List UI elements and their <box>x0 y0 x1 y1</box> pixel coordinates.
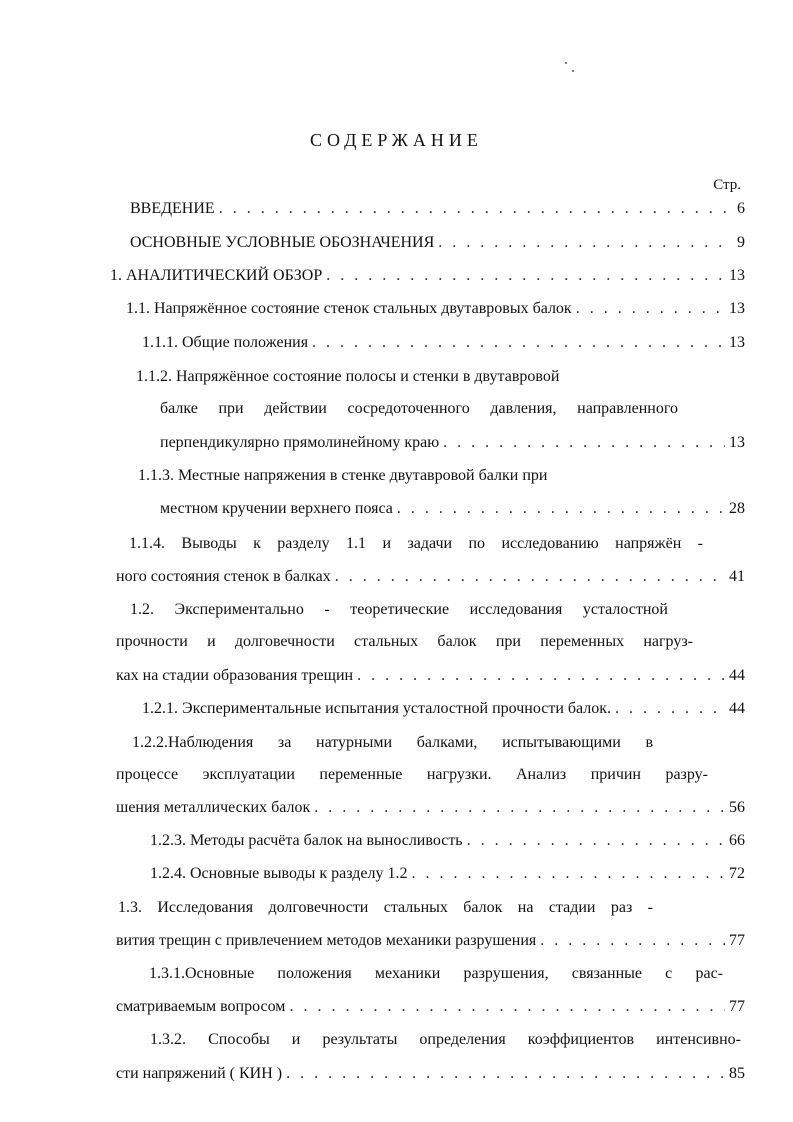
toc-entry <box>116 1064 745 1084</box>
toc-page-number: 44 <box>729 700 745 717</box>
toc-entry-text: сти напряжений ( КИН ) <box>116 1065 283 1082</box>
toc-page-number: 77 <box>729 998 745 1015</box>
toc-entry <box>132 733 653 753</box>
toc-entry <box>126 299 745 319</box>
scan-speck <box>565 62 567 64</box>
toc-entry-text: прочности и долговечности стальных балок при переменных нагруз- <box>116 633 693 650</box>
toc-entry <box>150 864 745 884</box>
toc-entry-text: вития трещин с привлечением методов механики разрушения <box>116 932 537 949</box>
toc-page-number: 9 <box>737 234 745 251</box>
dot-leader <box>289 997 725 1017</box>
toc-entry <box>160 399 678 419</box>
toc-entry <box>150 831 745 851</box>
toc-page-number: 44 <box>729 667 745 684</box>
toc-entry-text: ВВЕДЕНИЕ <box>130 200 215 217</box>
dot-leader <box>443 433 725 453</box>
toc-page-number: 13 <box>729 300 745 317</box>
toc-page-number: 13 <box>729 334 745 351</box>
toc-entry-text: 1.2.1. Экспериментальные испытания усталостной прочности балок. <box>142 700 612 717</box>
toc-page-number: 66 <box>729 832 745 849</box>
toc-entry-text: перпендикулярно прямолинейному краю <box>160 434 440 451</box>
toc-page-number: 41 <box>729 568 745 585</box>
toc-entry-text: 1.1. Напряжённое состояние стенок стальных двутавровых балок <box>126 300 572 317</box>
toc-entry-text: сматриваемым вопросом <box>116 998 286 1015</box>
toc-entry <box>116 765 708 785</box>
toc-entry-text: 1.2.4. Основные выводы к разделу 1.2 <box>150 865 408 882</box>
toc-page-number: 13 <box>729 434 745 451</box>
toc-entry <box>116 997 745 1017</box>
toc-entry <box>149 964 723 984</box>
toc-page-number: 28 <box>729 500 745 517</box>
toc-entry <box>150 1030 741 1050</box>
dot-leader <box>576 299 725 319</box>
toc-entry <box>142 699 745 719</box>
dot-leader <box>438 233 733 253</box>
dot-leader <box>397 499 725 519</box>
toc-entry <box>130 233 745 253</box>
toc-entry-text: 1. АНАЛИТИЧЕСКИЙ ОБЗОР <box>110 267 323 284</box>
dot-leader <box>326 266 725 286</box>
toc-entry-text: 1.3.2. Способы и результаты определения коэффициентов интенсивно- <box>150 1031 741 1048</box>
toc-page-number: 6 <box>737 200 745 217</box>
toc-entry <box>160 499 745 519</box>
dot-leader <box>219 199 733 219</box>
page-column-label: Стр. <box>713 177 741 193</box>
toc-entry <box>130 600 668 620</box>
dot-leader <box>314 798 725 818</box>
toc-entry-text: 1.2. Экспериментально - теоретические исследования усталостной <box>130 601 668 618</box>
toc-entry <box>138 466 643 486</box>
toc-page-number: 13 <box>729 267 745 284</box>
toc-entry-text: ках на стадии образования трещин <box>116 667 354 684</box>
toc-entry <box>116 931 745 951</box>
toc-entry <box>118 898 653 918</box>
page-title: СОДЕРЖАНИЕ <box>310 130 483 150</box>
toc-entry <box>129 534 703 554</box>
toc-page-number: 72 <box>729 865 745 882</box>
scan-speck <box>572 70 574 72</box>
toc-page-number: 56 <box>729 799 745 816</box>
toc-entry-text: процессе эксплуатации переменные нагрузки. Анализ причин разру- <box>116 766 708 783</box>
toc-entry-text: 1.2.3. Методы расчёта балок на выносливость <box>150 832 463 849</box>
toc-entry-text: ного состояния стенок в балках <box>116 568 331 585</box>
toc-entry <box>142 333 745 353</box>
toc-entry <box>160 433 745 453</box>
toc-entry-text: 1.3. Исследования долговечности стальных балок на стадии раз - <box>118 899 653 916</box>
toc-entry-text: 1.3.1.Основные положения механики разрушения, связанные с рас- <box>149 965 723 982</box>
toc-entry <box>116 567 745 587</box>
toc-entry <box>116 632 693 652</box>
dot-leader <box>412 864 726 884</box>
dot-leader <box>540 931 725 951</box>
toc-entry <box>116 798 745 818</box>
toc-entry-text: шения металлических балок <box>116 799 311 816</box>
toc-entry <box>116 666 745 686</box>
toc-entry-text: 1.1.1. Общие положения <box>142 334 309 351</box>
toc-entry-text: 1.1.2. Напряжённое состояние полосы и стенки в двутавровой <box>136 368 560 385</box>
toc-page-number: 85 <box>729 1065 745 1082</box>
dot-leader <box>467 831 725 851</box>
toc-entry-text: 1.1.4. Выводы к разделу 1.1 и задачи по исследованию напряжён - <box>129 535 703 552</box>
toc-entry-text: 1.1.3. Местные напряжения в стенке двутавровой балки при <box>138 467 548 484</box>
dot-leader <box>312 333 725 353</box>
toc-entry-text: 1.2.2.Наблюдения за натурными балками, испытывающими в <box>132 734 653 751</box>
toc-page-number: 77 <box>729 932 745 949</box>
dot-leader <box>615 699 725 719</box>
toc-entry <box>136 367 683 387</box>
dot-leader <box>357 666 725 686</box>
dot-leader <box>286 1064 725 1084</box>
toc-entry-text: ОСНОВНЫЕ УСЛОВНЫЕ ОБОЗНАЧЕНИЯ <box>130 234 435 251</box>
toc-entry-text: местном кручении верхнего пояса <box>160 500 393 517</box>
toc-entry <box>130 199 745 219</box>
toc-entry <box>110 266 745 286</box>
dot-leader <box>335 567 725 587</box>
toc-entry-text: балке при действии сосредоточенного давления, направленного <box>160 400 678 417</box>
